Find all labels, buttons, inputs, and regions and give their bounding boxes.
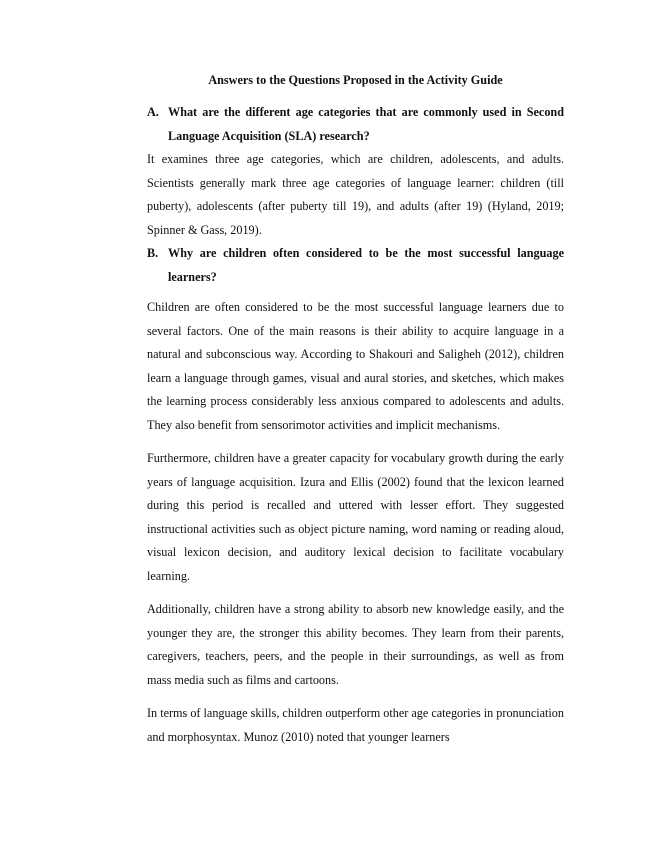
question-a (147, 101, 564, 148)
answer-b-paragraph-2: Furthermore, children have a greater capacity for vocabulary growth during the early years of language acquisition. Izura and Ellis (2002) found that the lexicon learned during this period is recalled and uttered with lesser effort. They suggested instructional activities such as object picture naming, word naming or reading aloud, visual lexicon decision, and auditory lexical decision to facilitate vocabulary learning. (147, 451, 564, 583)
answer-b-paragraph-3: Additionally, children have a strong ability to absorb new knowledge easily, and the younger they are, the stronger this ability becomes. They learn from their parents, caregivers, teachers, peers, and the people in their surroundings, as well as from mass media such as films and cartoons. (147, 602, 564, 687)
question-a-letter: A. (147, 105, 159, 119)
question-b-text: Why are children often considered to be the most successful language learners? (168, 246, 564, 284)
document-title: Answers to the Questions Proposed in the Activity Guide (208, 73, 503, 87)
question-a-text: What are the different age categories that are commonly used in Second Language Acquisition (SLA) research? (168, 105, 564, 143)
answer-b-paragraph-4: In terms of language skills, children outperform other age categories in pronunciation and morphosyntax. Munoz (2010) noted that younger learners (147, 706, 564, 744)
answer-b-paragraph-1: Children are often considered to be the most successful language learners due to several factors. One of the main reasons is their ability to acquire language in a natural and subconscious way. According to Shakouri and Saligheh (2012), children learn a language through games, visual and aural stories, and sketches, which makes the learning process considerably less anxious compared to adolescents and adults. They also benefit from sensorimotor activities and implicit mechanisms. (147, 300, 564, 432)
document-page (147, 72, 564, 749)
question-b (147, 242, 564, 289)
question-b-letter: B. (147, 246, 159, 260)
answer-a-paragraph-1: It examines three age categories, which are children, adolescents, and adults. Scientists generally mark three age categories of language learner: children (till puberty), adolescents (after puberty till 19), and adults (after 19) (Hyland, 2019; Spinner & Gass, 2019). (147, 152, 564, 237)
